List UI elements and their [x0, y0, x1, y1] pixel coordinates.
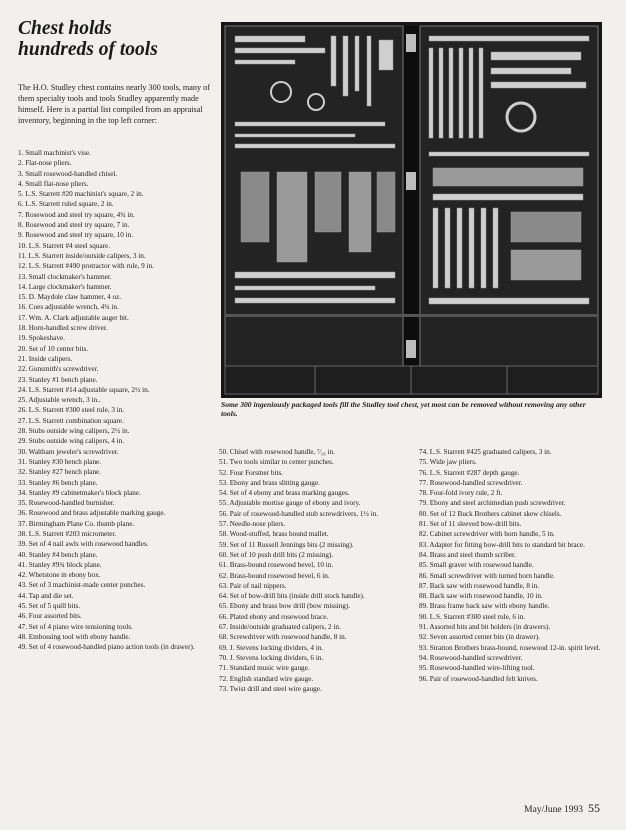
tool-list-item: 36. Rosewood and brass adjustable marking gauge.: [18, 509, 166, 518]
tool-list-item: 65. Ebony and brass bow drill (bow missing).: [219, 602, 351, 611]
tool-list-item: 93. Stratton Brothers brass-bound, rosewood 12-in. spirit level.: [419, 643, 601, 652]
tool-list-item: 35. Rosewood-handled burnisher.: [18, 499, 115, 508]
tool-list-item: 63. Pair of nail nippers.: [219, 581, 287, 590]
tool-list-item: 8. Rosewood and steel try square, 7 in.: [18, 221, 130, 230]
tool-list-item: 19. Spokeshave.: [18, 334, 65, 343]
tool-list-item: 69. J. Stevens locking dividers, 4 in.: [219, 643, 324, 652]
article-title: [18, 18, 213, 60]
tool-list-item: 52. Four Forstner bits.: [219, 468, 284, 477]
tool-list-item: 54. Set of 4 ebony and brass marking gauges.: [219, 489, 350, 498]
tool-list-item: 64. Set of bow-drill bits (inside drill stock handle).: [219, 592, 365, 601]
tool-list-item: 2. Flat-nose pliers.: [18, 159, 72, 168]
tool-list-item: 15. D. Maydole claw hammer, 4 oz.: [18, 293, 122, 302]
tool-list-item: 37. Birmingham Plane Co. thumb plane.: [18, 519, 135, 528]
tool-list-item: 57. Needle-nose pliers.: [219, 520, 286, 529]
tool-list-column-2: [219, 448, 409, 695]
tool-list-item: 44. Tap and die set.: [18, 591, 74, 600]
article-intro: The H.O. Studley chest contains nearly 300 tools, many of them specialty tools and tools Studley apparently made himself. Here is a partial list compiled from an appraisal inventory, beginning in the top left corner:: [18, 83, 210, 125]
tool-list-item: 61. Brass-bound rosewood bevel, 10 in.: [219, 561, 334, 570]
tool-list-item: 33. Stanley #6 bench plane.: [18, 478, 98, 487]
tool-list-item: 81. Set of 11 sleeved bow-drill bits.: [419, 520, 522, 529]
tool-list-item: 3. Small rosewood-handled chisel.: [18, 169, 118, 178]
tool-list-item: 10. L.S. Starrett #4 steel square.: [18, 241, 111, 250]
tool-list-item: 7. Rosewood and steel try square, 4¾ in.: [18, 210, 135, 219]
tool-list-item: 62. Brass-bound rosewood bevel, 6 in.: [219, 571, 330, 580]
tool-list-item: 26. L.S. Starrett #300 steel rule, 3 in.: [18, 406, 125, 415]
tool-list-item: 23. Stanley #1 bench plane.: [18, 375, 98, 384]
tool-list-item: 66. Plated ebony and rosewood brace.: [219, 612, 329, 621]
tool-list-item: 17. Wm. A. Clark adjustable auger bit.: [18, 313, 129, 322]
tool-list-item: 96. Pair of rosewood-handled felt knives.: [419, 674, 538, 683]
tool-list-item: 18. Horn-handled screw driver.: [18, 324, 108, 333]
tool-list-item: 82. Cabinet screwdriver with horn handle, 5 in.: [419, 530, 555, 539]
tool-list-item: 56. Pair of rosewood-handled stub screwdrivers, 1½ in.: [219, 509, 379, 518]
tool-list-item: 28. Stubs outside wing calipers, 2½ in.: [18, 427, 130, 436]
tool-list-item: 71. Standard music wire gauge.: [219, 664, 310, 673]
tool-list-item: 78. Four-fold ivory rule, 2 ft.: [419, 489, 503, 498]
tool-list-item: 86. Small screwdriver with turned horn handle.: [419, 571, 555, 580]
tool-list-item: 51. Two tools similar to center punches.: [219, 458, 334, 467]
tool-list-item: 48. Embossing tool with ebony handle.: [18, 632, 131, 641]
tool-list-item: 53. Ebony and brass slitting gauge.: [219, 478, 320, 487]
tool-list-item: 40. Stanley #4 bench plane.: [18, 550, 98, 559]
tool-list-item: 25. Adjustable wrench, 3 in..: [18, 396, 101, 405]
tool-list-item: 83. Adapter for fitting bow-drill bits to standard bit brace.: [419, 540, 585, 549]
page-footer: [524, 801, 600, 816]
tool-list-item: 80. Set of 12 Buck Brothers cabinet skew chisels.: [419, 509, 562, 518]
tool-list-item: 42. Whetstone in ebony box.: [18, 571, 101, 580]
issue-date: May/June 1993: [524, 805, 583, 815]
tool-list-item: 45. Set of 5 quill bits.: [18, 602, 81, 611]
tool-list-item: 11. L.S. Starrett inside/outside calipers, 3 in.: [18, 251, 146, 260]
tool-list-item: 12. L.S. Starrett #490 protractor with rule, 9 in.: [18, 262, 154, 271]
tool-list-item: 1. Small machinist's vise.: [18, 149, 91, 157]
tool-list-item: 9. Rosewood and steel try square, 10 in.: [18, 231, 133, 240]
tool-chest-photo: [221, 22, 602, 398]
tool-list-item: 21. Inside calipers.: [18, 354, 73, 363]
tool-list-item: 29. Stubs outside wing calipers, 4 in.: [18, 437, 125, 446]
tool-list-item: 70. J. Stevens locking dividers, 6 in.: [219, 653, 324, 662]
tool-list-item: 34. Stanley #9 cabinetmaker's block plane.: [18, 488, 141, 497]
tool-list-item: 41. Stanley #9¾ block plane.: [18, 560, 102, 569]
tool-list-item: 16. Coes adjustable wrench, 4¾ in.: [18, 303, 119, 312]
tool-list-item: 31. Stanley #30 bench plane.: [18, 457, 102, 466]
tool-list-item: 55. Adjustable mortise gauge of ebony and ivory.: [219, 499, 361, 508]
tool-list-item: 89. Brass frame back saw with ebony handle.: [419, 602, 550, 611]
tool-list-item: 95. Rosewood-handled wire-lifting tool.: [419, 664, 535, 673]
tool-list-item: 76. L.S. Starrett #287 depth gauge.: [419, 468, 520, 477]
tool-list-item: 85. Small graver with rosewood handle.: [419, 561, 534, 570]
tool-list-item: 90. L.S. Starrett #300 steel rule, 6 in.: [419, 612, 526, 621]
title-line-1: Chest holds: [18, 18, 112, 39]
tool-list-item: 20. Set of 10 center bits.: [18, 344, 89, 353]
tool-list-item: 43. Set of 3 machinist-made center punches.: [18, 581, 146, 590]
photo-caption: Some 300 ingeniously packaged tools fill the Studley tool chest, yet most can be removed without removing any other tools.: [221, 400, 586, 418]
tool-list-item: 73. Twist drill and steel wire gauge.: [219, 684, 322, 693]
tool-chest-illustration: [221, 22, 602, 398]
tool-list-item: 14. Large clockmaker's hammer.: [18, 282, 112, 291]
title-line-2: hundreds of tools: [18, 39, 158, 60]
tool-list-item: 4. Small flat-nose pliers.: [18, 179, 89, 188]
tool-list-item: 6. L.S. Starrett ruled square, 2 in.: [18, 200, 114, 209]
tool-list-item: 94. Rosewood-handled screwdriver.: [419, 653, 523, 662]
tool-list-item: 88. Back saw with rosewood handle, 10 in.: [419, 592, 543, 601]
tool-list-item: 75. Wide jaw pliers.: [419, 458, 477, 467]
tool-list-item: 92. Seven assorted center bits (in drawer).: [419, 633, 540, 642]
tool-list-item: 84. Brass and steel thumb scriber.: [419, 550, 516, 559]
tool-list-item: 30. Waltham jeweler's screwdriver.: [18, 447, 119, 456]
tool-list-column-3: [419, 448, 609, 685]
tool-list-item: 72. English standard wire gauge.: [219, 674, 314, 683]
tool-list-item: 79. Ebony and steel archimedian push screwdriver.: [419, 499, 566, 508]
tool-list-item: 91. Assorted bits and bit holders (in drawers).: [419, 623, 551, 632]
tool-list-item: 39. Set of 4 nail awls with rosewood handles.: [18, 540, 149, 549]
tool-list-item: 32. Stanley #27 bench plane.: [18, 468, 102, 477]
tool-list-item: 77. Rosewood-handled screwdriver.: [419, 478, 523, 487]
tool-list-item: 5. L.S. Starrett #20 machinist's square, 2 in.: [18, 190, 144, 199]
tool-list-item: 67. Inside/outside graduated calipers, 2 in.: [219, 623, 341, 632]
page-number: 55: [588, 801, 600, 815]
tool-list-item: 87. Back saw with rosewood handle, 8 in.: [419, 581, 540, 590]
tool-list-item: 24. L.S. Starrett #14 adjustable square, 2½ in.: [18, 385, 150, 394]
tool-list-item: 50. Chisel with rosewood handle, ⁷⁄₁₆ in.: [219, 448, 335, 456]
tool-list-item: 46. Four assorted bits.: [18, 612, 82, 621]
tool-list-item: 74. L.S. Starrett #425 graduated calipers, 3 in.: [419, 448, 552, 456]
tool-list-item: 47. Set of 4 piano wire tensioning tools.: [18, 622, 133, 631]
tool-list-item: 49. Set of 4 rosewood-handled piano action tools (in drawer).: [18, 643, 195, 652]
tool-list-item: 68. Screwdriver with rosewood handle, 8 in.: [219, 633, 347, 642]
tool-list-column-1: [18, 149, 213, 654]
tool-list-item: 58. Wood-stuffed, brass bound mallet.: [219, 530, 329, 539]
tool-list-item: 22. Gunsmith's screwdriver.: [18, 365, 99, 374]
tool-list-item: 27. L.S. Starrett combination square.: [18, 416, 124, 425]
tool-list-item: 59. Set of 11 Russell Jennings bits (2 missing).: [219, 540, 354, 549]
tool-list-item: 13. Small clockmaker's hammer.: [18, 272, 112, 281]
tool-list-item: 60. Set of 10 push drill bits (2 missing).: [219, 550, 334, 559]
tool-list-item: 38. L.S. Starrett #203 micrometer.: [18, 529, 117, 538]
